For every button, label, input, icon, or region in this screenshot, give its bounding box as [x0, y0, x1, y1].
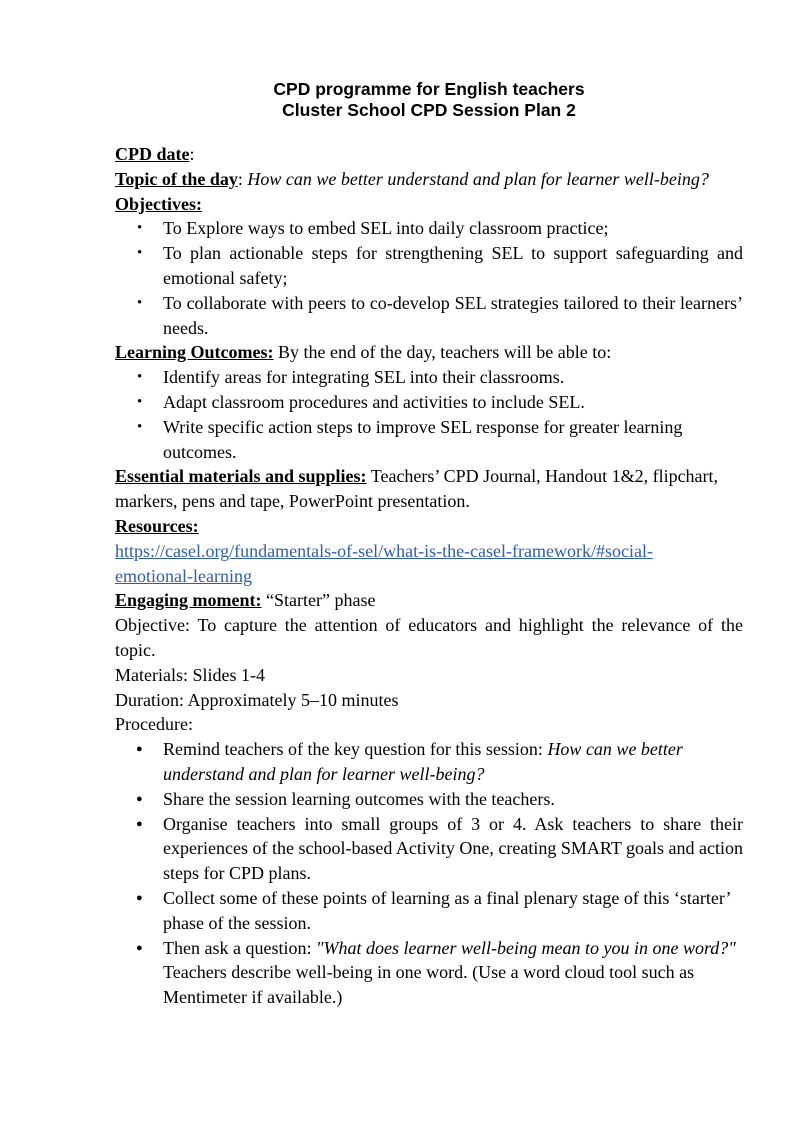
learning-outcome-item: • Write specific action steps to improve SEL response for greater learning outcomes. [115, 415, 743, 465]
objective-item: • To plan actionable steps for strengthening SEL to support safeguarding and emotional safety; [115, 241, 743, 291]
objectives-heading [115, 192, 743, 217]
document-title-line-2: Cluster School CPD Session Plan 2 [282, 100, 576, 120]
learning-outcomes-label: Learning Outcomes: [115, 342, 274, 363]
resources-link-row [115, 539, 743, 589]
engaging-objective: Objective: To capture the attention of educators and highlight the relevance of the topic. [115, 615, 743, 660]
objective-item: • To collaborate with peers to co-develop SEL strategies tailored to their learners’ needs. [115, 291, 743, 341]
engaging-duration: Duration: Approximately 5–10 minutes [115, 689, 399, 710]
resources-link-line-1: https://casel.org/fundamentals-of-sel/what-is-the-casel-framework/#social- [115, 540, 653, 561]
resources-label: Resources: [115, 515, 199, 536]
objectives-label: Objectives [115, 193, 196, 214]
engaging-procedure-label: Procedure: [115, 714, 193, 735]
resources-link[interactable] [115, 541, 653, 586]
engaging-moment-text: “Starter” phase [261, 590, 376, 611]
engaging-moment-label: Engaging moment: [115, 590, 262, 611]
procedure-step [115, 737, 743, 787]
learning-outcomes-list [115, 365, 743, 464]
resources-heading [115, 514, 743, 539]
objective-item: • To Explore ways to embed SEL into daily classroom practice; [115, 216, 743, 241]
procedure-step-question: "What does learner well-being mean to you in one word?" [315, 937, 736, 958]
learning-outcomes-intro: By the end of the day, teachers will be able to: [273, 342, 612, 363]
document-header [115, 79, 743, 121]
materials-text: Teachers’ CPD Journal, Handout 1&2, flipchart, markers, pens and tape, PowerPoint presentation. [115, 466, 719, 512]
topic-colon: : [237, 168, 248, 189]
resources-link-line-2: emotional-learning [115, 565, 252, 586]
engaging-materials: Materials: Slides 1-4 [115, 664, 265, 685]
cpd-date-colon: : [189, 144, 195, 164]
document-title-line-1: CPD programme for English teachers [273, 79, 585, 99]
objectives-colon: : [195, 193, 202, 214]
topic-text: How can we better understand and plan for learner well-being? [247, 168, 709, 189]
procedure-step: ● Collect some of these points of learning as a final plenary stage of this ‘starter’ phase of the session. [115, 886, 743, 936]
materials-label: Essential materials and supplies: [115, 466, 367, 487]
cpd-date-row [115, 142, 743, 167]
objectives-list [115, 216, 743, 340]
learning-outcomes-heading [115, 340, 743, 365]
procedure-step-text: Then ask a question: [163, 937, 316, 958]
procedure-step: ● Share the session learning outcomes with the teachers. [115, 787, 743, 812]
topic-row [115, 167, 743, 192]
cpd-date-label: CPD date [115, 144, 190, 164]
procedure-step-question: How can we better understand and plan for learner well-being? [163, 739, 683, 784]
procedure-step-rest: Teachers describe well-being in one word. (Use a word cloud tool such as Mentimeter if available.) [163, 962, 695, 1008]
procedure-list [115, 737, 743, 1010]
topic-label: Topic of the day [115, 168, 238, 189]
engaging-moment-row [115, 588, 743, 613]
procedure-step: ● Organise teachers into small groups of 3 or 4. Ask teachers to share their experiences of the school-based Activity One, creating SMART goals and action steps for CPD plans. [115, 812, 743, 886]
procedure-step-text: Remind teachers of the key question for this session: [163, 739, 548, 760]
materials-row [115, 464, 743, 514]
procedure-step [115, 936, 743, 1010]
learning-outcome-item: • Identify areas for integrating SEL into their classrooms. [115, 365, 743, 390]
document-page [115, 79, 743, 1010]
learning-outcome-item: • Adapt classroom procedures and activities to include SEL. [115, 390, 743, 415]
